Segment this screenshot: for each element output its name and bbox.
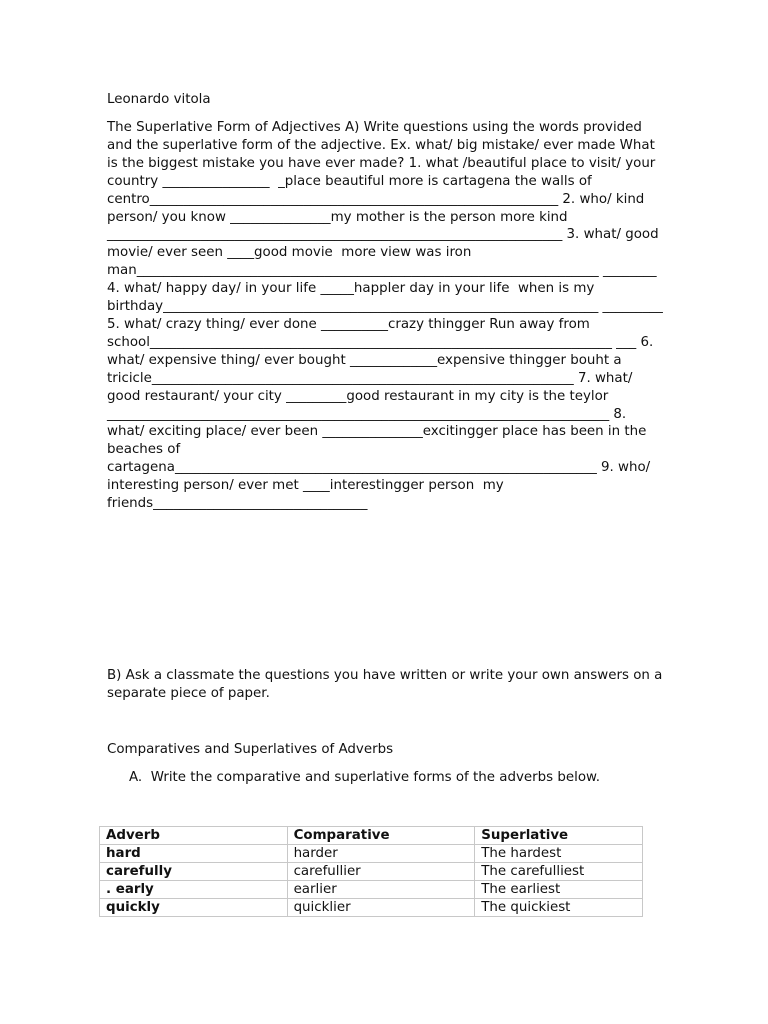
table-header-row [100, 827, 643, 845]
exercise-a-text: The Superlative Form of Adjectives A) Write questions using the words provided and the superlative form of the adjective. Ex. what/ big mistake/ ever made What is the biggest mistake you have ever made? 1. what /beautiful place to visit/ your country ________________ _place beautiful more is cartagena the walls of centro_____________________________________________________________ 2. who/ kind person/ you know _______________my mother is the person more kind ____________________________________________________________________ 3. what/ good movie/ ever seen ____good movie more view was iron man_____________________________________________________________________ ________ 4. what/ happy day/ in your life _____happler day in your life when is my birthday_________________________________________________________________ _________ 5. what/ crazy thing/ ever done __________crazy thingger Run away from school_____________________________________________________________________ ___ 6. what/ expensive thing/ ever bought _____________expensive thingger bouht a tricicle_______________________________________________________________ 7. what/ good restaurant/ your city _________good restaurant in my city is the teylor ___________________________________________________________________________ 8. what/ exciting place/ ever been _______________excitingger place has been in the beaches of cartagena_______________________________________________________________ 9. who/ interesting person/ ever met ____interestingger person my friends________________________________ [107, 120, 668, 512]
header-adverb: Adverb [100, 827, 288, 845]
adverbs-table [99, 826, 643, 917]
table-row [100, 881, 643, 899]
student-name: Leonardo vitola [107, 92, 211, 107]
adverb-cell: . early [100, 881, 288, 899]
adverbs-section-heading: Comparatives and Superlatives of Adverbs [107, 742, 394, 757]
adverb-cell: hard [100, 845, 288, 863]
header-superlative: Superlative [475, 827, 643, 845]
adverb-cell: quickly [100, 899, 288, 917]
table-row [100, 863, 643, 881]
comparative-cell: earlier [287, 881, 475, 899]
superlative-cell: The hardest [475, 845, 643, 863]
adverb-cell: carefully [100, 863, 288, 881]
superlative-cell: The quickiest [475, 899, 643, 917]
exercise-b-text: B) Ask a classmate the questions you have written or write your own answers on a separate piece of paper. [107, 668, 667, 701]
superlative-cell: The carefulliest [475, 863, 643, 881]
header-comparative: Comparative [287, 827, 475, 845]
superlative-cell: The earliest [475, 881, 643, 899]
comparative-cell: quicklier [287, 899, 475, 917]
comparative-cell: carefullier [287, 863, 475, 881]
adverbs-instruction: A. Write the comparative and superlative forms of the adverbs below. [129, 770, 600, 785]
table-row [100, 899, 643, 917]
comparative-cell: harder [287, 845, 475, 863]
table-row [100, 845, 643, 863]
